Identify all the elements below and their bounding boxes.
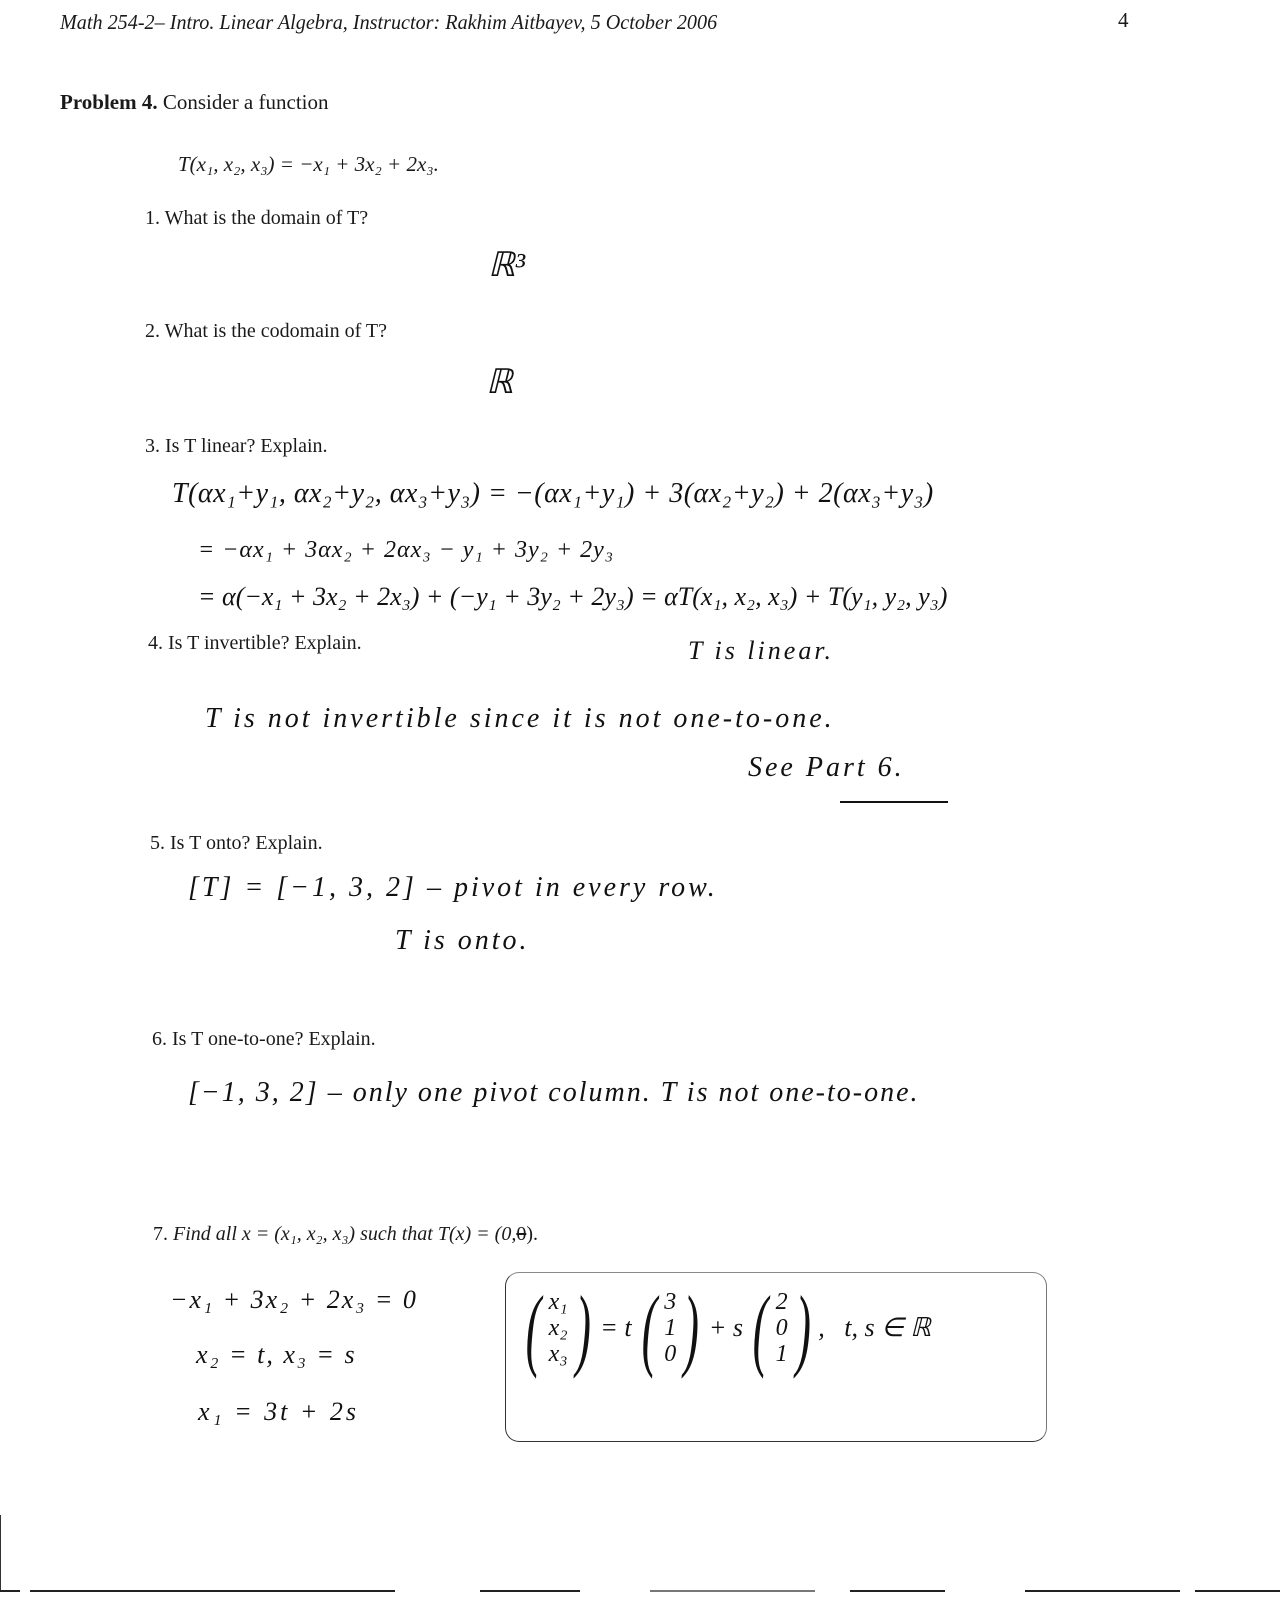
question-text: Is T invertible? Explain. <box>168 632 362 654</box>
question-number: 2. <box>145 320 160 342</box>
answer-5-line-1: [T] = [−1, 3, 2] – pivot in every row. <box>188 872 718 903</box>
part-6-underline <box>840 801 948 803</box>
question-7 <box>153 1223 538 1246</box>
question-text: Is T linear? Explain. <box>165 435 328 457</box>
scan-artifact-line <box>480 1590 580 1592</box>
vector-entries <box>664 1289 676 1367</box>
entry: x₃ <box>548 1341 568 1367</box>
scan-artifact-line <box>1025 1590 1180 1592</box>
scan-artifact-line <box>650 1590 815 1592</box>
answer-4-line-1: T is not invertible since it is not one-to-one. <box>205 703 835 734</box>
entry: 0 <box>775 1315 788 1341</box>
entry: 2 <box>775 1289 788 1315</box>
answer-7-solution <box>518 1277 931 1379</box>
problem-statement <box>60 90 329 115</box>
question-4 <box>148 632 362 655</box>
scan-artifact-line <box>0 1590 20 1592</box>
question-text: Is T one-to-one? Explain. <box>172 1028 376 1050</box>
answer-3-line-3: = α(−x₁ + 3x₂ + 2x₃) + (−y₁ + 3y₂ + 2y₃) = αT(x₁, x₂, x₃) + T(y₁, y₂, y₃) <box>198 582 948 611</box>
question-text-end: ). <box>526 1223 538 1245</box>
t-vector: ( 3 1 0 ) <box>641 1277 700 1379</box>
answer-3-line-2: = −αx₁ + 3αx₂ + 2αx₃ − y₁ + 3y₂ + 2y₃ <box>198 537 615 563</box>
answer-2: ℝ <box>486 364 513 401</box>
question-5 <box>150 832 323 855</box>
entry: x₂ <box>548 1315 568 1341</box>
question-1 <box>145 207 368 230</box>
s-coefficient: + s <box>708 1313 744 1342</box>
question-3 <box>145 435 328 458</box>
answer-7-work-3: x₁ = 3t + 2s <box>198 1397 360 1426</box>
scan-artifact-line <box>30 1590 395 1592</box>
entry: 1 <box>664 1315 677 1341</box>
question-number: 3. <box>145 435 160 457</box>
problem-label: Problem 4. <box>60 90 158 114</box>
entry: x₁ <box>548 1289 568 1315</box>
page-number: 4 <box>1118 8 1129 32</box>
document-header: Math 254-2– Intro. Linear Algebra, Instructor: Rakhim Aitbayev, 5 October 2006 <box>60 10 718 34</box>
question-text: What is the codomain of T? <box>164 320 387 342</box>
problem-formula: T(x₁, x₂, x₃) = −x₁ + 3x₂ + 2x₃. <box>178 152 439 176</box>
vector-entries <box>549 1289 568 1367</box>
scan-artifact-line <box>1195 1590 1280 1592</box>
answer-5-line-2: T is onto. <box>395 925 530 956</box>
entry: 1 <box>775 1341 788 1367</box>
question-number: 7. <box>153 1223 168 1245</box>
answer-7-work-1: −x₁ + 3x₂ + 2x₃ = 0 <box>170 1285 418 1314</box>
question-6 <box>152 1028 376 1051</box>
scan-edge-line <box>0 1515 1 1590</box>
entry: 0 <box>664 1341 677 1367</box>
question-number: 5. <box>150 832 165 854</box>
question-text: Is T onto? Explain. <box>170 832 323 854</box>
question-2 <box>145 320 387 343</box>
question-text: What is the domain of T? <box>164 207 369 229</box>
question-text: Find all x = (x₁, x₂, x₃) such that T(x) = (0, <box>173 1223 517 1245</box>
s-vector: ( 2 0 1 ) <box>752 1277 811 1379</box>
question-number: 4. <box>148 632 163 654</box>
x-vector: ( x₁ x₂ x₃ ) <box>525 1277 591 1379</box>
problem-intro: Consider a function <box>162 90 329 114</box>
struck-zero: 0 <box>516 1223 527 1245</box>
answer-6: [−1, 3, 2] – only one pivot column. T is not one-to-one. <box>188 1077 920 1108</box>
answer-4-line-2: See Part 6. <box>748 752 905 783</box>
answer-3-conclusion: T is linear. <box>688 636 835 665</box>
scan-artifact-line <box>850 1590 945 1592</box>
answer-3-line-1: T(αx₁+y₁, αx₂+y₂, αx₃+y₃) = −(αx₁+y₁) + 3(αx₂+y₂) + 2(αx₃+y₃) <box>172 478 934 509</box>
t-coefficient: = t <box>600 1313 632 1342</box>
vector-entries <box>776 1289 788 1367</box>
entry: 3 <box>664 1289 677 1315</box>
parameter-domain: , t, s ∈ ℝ <box>818 1313 931 1342</box>
answer-1: ℝ³ <box>488 247 526 284</box>
answer-7-work-2: x₂ = t, x₃ = s <box>196 1340 357 1369</box>
question-number: 1. <box>145 207 160 229</box>
question-number: 6. <box>152 1028 167 1050</box>
